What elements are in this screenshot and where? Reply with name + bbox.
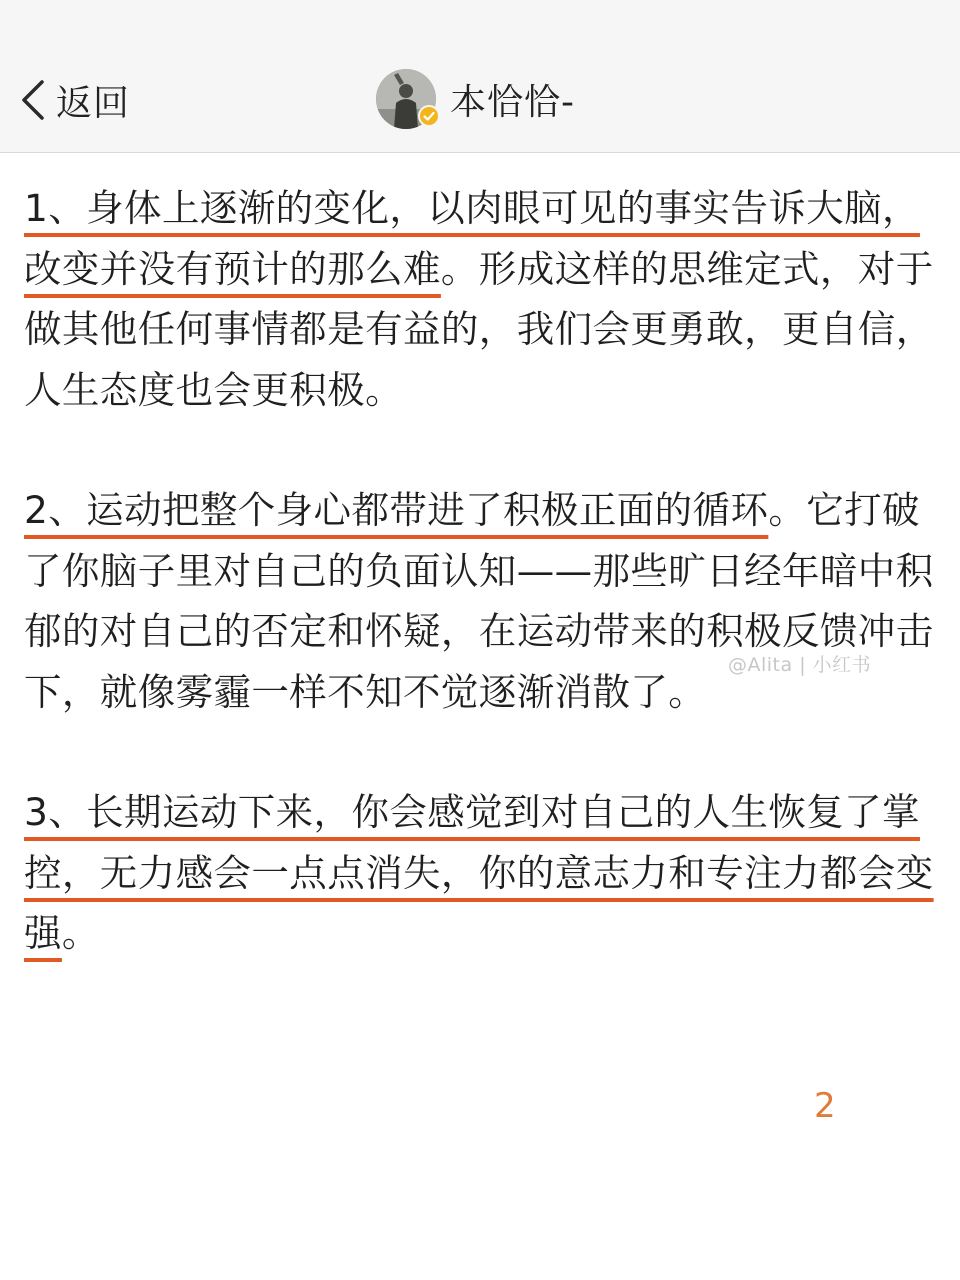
paragraph-text: 。形成这样的思维定式，对于做其他任何事情都是有益的，我们会更勇敢，更自信，人生态度也会更积极。 (24, 246, 934, 412)
back-label: 返回 (56, 82, 131, 124)
paragraph-text: 。 (61, 911, 100, 955)
navigation-bar (0, 0, 960, 153)
paragraph-3 (24, 782, 936, 964)
user-profile[interactable] (376, 68, 575, 130)
avatar[interactable] (376, 69, 436, 129)
chevron-left-icon (18, 78, 48, 122)
verified-badge-icon (418, 105, 440, 127)
watermark: @Alita | 小红书 (728, 654, 872, 676)
article-body (24, 178, 936, 1024)
highlighted-text: 3、长期运动下来，你会感觉到对自己的人生恢复了掌控，无力感会一点点消失，你的意志力和专注力都会变强 (24, 790, 934, 955)
highlighted-text: 1、身体上逐渐的变化，以肉眼可见的事实告诉大脑，改变并没有预计的那么难 (24, 186, 920, 291)
user-name[interactable]: 本恰恰- (450, 81, 575, 123)
paragraph-text: 。它打破了你脑子里对自己的负面认知——那些旷日经年暗中积郁的对自己的否定和怀疑，在运动带来的积极反馈冲击下，就像雾霾一样不知不觉逐渐消散了。 (24, 488, 934, 714)
paragraph-1 (24, 178, 936, 420)
back-button[interactable] (18, 72, 130, 128)
page-number: 2 (814, 1086, 836, 1126)
paragraph-2 (24, 480, 936, 722)
highlighted-text: 2、运动把整个身心都带进了积极正面的循环 (24, 488, 769, 532)
